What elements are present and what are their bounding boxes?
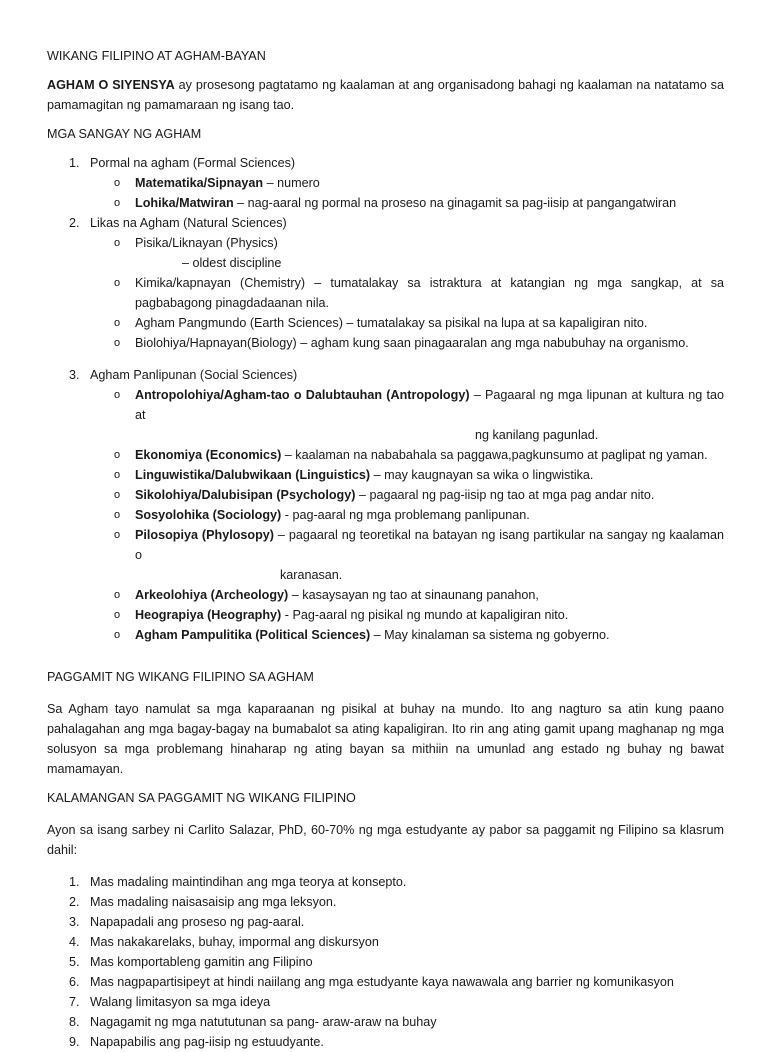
bullet-icon: o (114, 237, 121, 249)
list-item (90, 233, 724, 273)
bullet-icon: o (114, 609, 121, 621)
item-term: Antropolohiya/Agham-tao o Dalubtauhan (Antropology) (135, 388, 470, 402)
bullet-icon: o (114, 529, 121, 541)
list-item (47, 912, 724, 932)
item-text: – numero (263, 176, 320, 190)
item-text: - Pag-aaral ng pisikal ng mundo at kapaligiran nito. (281, 608, 569, 622)
branches-list (47, 153, 724, 645)
branch-number: 1. (69, 156, 80, 170)
reason-number: 2. (69, 895, 80, 909)
reason-text: Mas komportableng gamitin ang Filipino (90, 955, 313, 969)
branch-items (90, 385, 724, 645)
item-term: Ekonomiya (Economics) (135, 448, 282, 462)
item-text: Kimika/kapnayan (Chemistry) – tumatalakay sa istraktura at katangian ng mga sangkap, at sa pagbabagong pinagdadaanan nila. (135, 276, 724, 310)
branch-label: Likas na Agham (Natural Sciences) (90, 216, 287, 230)
item-term: Sosyolohika (Sociology) (135, 508, 282, 522)
bullet-icon: o (114, 589, 121, 601)
item-text: Agham Pangmundo (Earth Sciences) – tumatalakay sa pisikal na lupa at sa kapaligiran nito. (135, 316, 648, 330)
item-term: Lohika/Matwiran (135, 196, 234, 210)
item-term: Pilosopiya (Phylosopy) (135, 528, 274, 542)
item-term: Sikolohiya/Dalubisipan (Psychology) (135, 488, 356, 502)
list-item (47, 872, 724, 892)
advantages-heading: KALAMANGAN SA PAGGAMIT NG WIKANG FILIPINO (47, 791, 356, 805)
document-title: WIKANG FILIPINO AT AGHAM-BAYAN (47, 49, 266, 63)
bullet-icon: o (114, 469, 121, 481)
bullet-icon: o (114, 629, 121, 641)
intro-term: AGHAM O SIYENSYA (47, 78, 175, 92)
item-term: Linguwistika/Dalubwikaan (Linguistics) (135, 468, 371, 482)
reason-text: Walang limitasyon sa mga ideya (90, 995, 271, 1009)
reason-number: 4. (69, 935, 80, 949)
reason-text: Napapadali ang proseso ng pag-aaral. (90, 915, 305, 929)
list-item (47, 972, 724, 992)
item-term: Matematika/Sipnayan (135, 176, 264, 190)
reason-text: Mas madaling maintindihan ang mga teorya at konsepto. (90, 875, 407, 889)
reason-number: 7. (69, 995, 80, 1009)
reason-number: 5. (69, 955, 80, 969)
list-item (90, 525, 724, 585)
item-text: – nag-aaral ng pormal na proseso na ginagamit sa pag-iisip at pangangatwiran (233, 196, 677, 210)
bullet-icon: o (114, 317, 121, 329)
bullet-icon: o (114, 509, 121, 521)
branch-label: Agham Panlipunan (Social Sciences) (90, 368, 298, 382)
list-item (90, 465, 724, 485)
document-page (47, 46, 724, 1052)
branch-social (47, 365, 724, 645)
reason-text: Napapabilis ang pag-iisip ng estuudyante. (90, 1035, 324, 1049)
item-term: Arkeolohiya (Archeology) (135, 588, 289, 602)
list-item (47, 952, 724, 972)
item-continuation: ng kanilang pagunlad. (475, 428, 599, 442)
item-text: – kasaysayan ng tao at sinaunang panahon, (288, 588, 539, 602)
list-item (90, 625, 724, 645)
reason-text: Mas madaling naisasaisip ang mga leksyon. (90, 895, 337, 909)
reason-text: Nagagamit ng mga natututunan sa pang- araw-araw na buhay (90, 1015, 437, 1029)
branches-heading: MGA SANGAY NG AGHAM (47, 127, 202, 141)
item-text: – may kaugnayan sa wika o lingwistika. (370, 468, 594, 482)
usage-heading: PAGGAMIT NG WIKANG FILIPINO SA AGHAM (47, 670, 314, 684)
list-item (90, 605, 724, 625)
item-text: – Pagaaral ng mga lipunan at kultura ng tao at (135, 388, 724, 422)
reason-number: 1. (69, 875, 80, 889)
bullet-icon: o (114, 337, 121, 349)
item-term: Heograpiya (Heography) (135, 608, 282, 622)
list-item (90, 485, 724, 505)
list-item (47, 1012, 724, 1032)
list-item (47, 932, 724, 952)
item-continuation: karanasan. (280, 568, 343, 582)
list-item (90, 273, 724, 313)
branch-number: 3. (69, 368, 80, 382)
reason-text: Mas nakakarelaks, buhay, impormal ang diskursyon (90, 935, 379, 949)
item-text: - pag-aaral ng mga problemang panlipunan. (281, 508, 530, 522)
bullet-icon: o (114, 277, 121, 289)
list-item (90, 585, 724, 605)
reason-number: 6. (69, 975, 80, 989)
branch-label: Pormal na agham (Formal Sciences) (90, 156, 296, 170)
item-term: Agham Pampulitika (Political Sciences) (135, 628, 371, 642)
bullet-icon: o (114, 489, 121, 501)
item-text: – pagaaral ng pag-iisip ng tao at mga pag andar nito. (355, 488, 655, 502)
usage-paragraph: Sa Agham tayo namulat sa mga kaparaanan ng pisikal at buhay na mundo. Ito ang nagturo sa atin kung paano pahalagahan ang mga bagay-bagay na bumabalot sa ating kapaligiran. Ito rin ang ating gamit upang maghanap ng mga solusyon sa mga problemang hinaharap ng ating bayan sa mithiin na umunlad ang estado ng buhay ng bawat mamamayan. (47, 702, 724, 776)
advantages-intro: Ayon sa isang sarbey ni Carlito Salazar, PhD, 60-70% ng mga estudyante ay pabor sa paggamit ng Filipino sa klasrum dahil: (47, 823, 724, 857)
branch-natural (47, 213, 724, 365)
list-item (47, 1032, 724, 1052)
bullet-icon: o (114, 177, 121, 189)
reason-text: Mas nagpapartisipeyt at hindi naiilang ang mga estudyante kaya nawawala ang barrier ng komunikasyon (90, 975, 674, 989)
reasons-list (47, 872, 724, 1052)
item-text: – pagaaral ng teoretikal na batayan ng isang partikular na sangay ng kaalaman o (135, 528, 724, 562)
item-text: Pisika/Liknayan (Physics) (135, 236, 278, 250)
reason-number: 8. (69, 1015, 80, 1029)
item-text: – May kinalaman sa sistema ng gobyerno. (370, 628, 610, 642)
bullet-icon: o (114, 449, 121, 461)
intro-text: ay prosesong pagtatamo ng kaalaman at ang organisadong bahagi ng kaalaman na natatamo sa pamamagitan ng pamamaraan ng isang tao. (47, 78, 724, 112)
list-item (90, 385, 724, 445)
list-item (90, 313, 724, 333)
bullet-icon: o (114, 389, 121, 401)
branch-items (90, 173, 724, 213)
item-text: Biolohiya/Hapnayan(Biology) – agham kung saan pinagaaralan ang mga nabubuhay na organismo. (135, 336, 689, 350)
list-item (90, 445, 724, 465)
list-item (90, 505, 724, 525)
branch-items (90, 233, 724, 353)
bullet-icon: o (114, 197, 121, 209)
intro-paragraph (47, 75, 724, 115)
list-item (90, 193, 724, 213)
branch-formal (47, 153, 724, 213)
list-item (90, 333, 724, 353)
list-item (90, 173, 724, 193)
reason-number: 9. (69, 1035, 80, 1049)
list-item (47, 992, 724, 1012)
list-item (47, 892, 724, 912)
item-text: – kaalaman na nababahala sa paggawa,pagkunsumo at paglipat ng yaman. (281, 448, 708, 462)
item-note: – oldest discipline (182, 256, 282, 270)
branch-number: 2. (69, 216, 80, 230)
reason-number: 3. (69, 915, 80, 929)
